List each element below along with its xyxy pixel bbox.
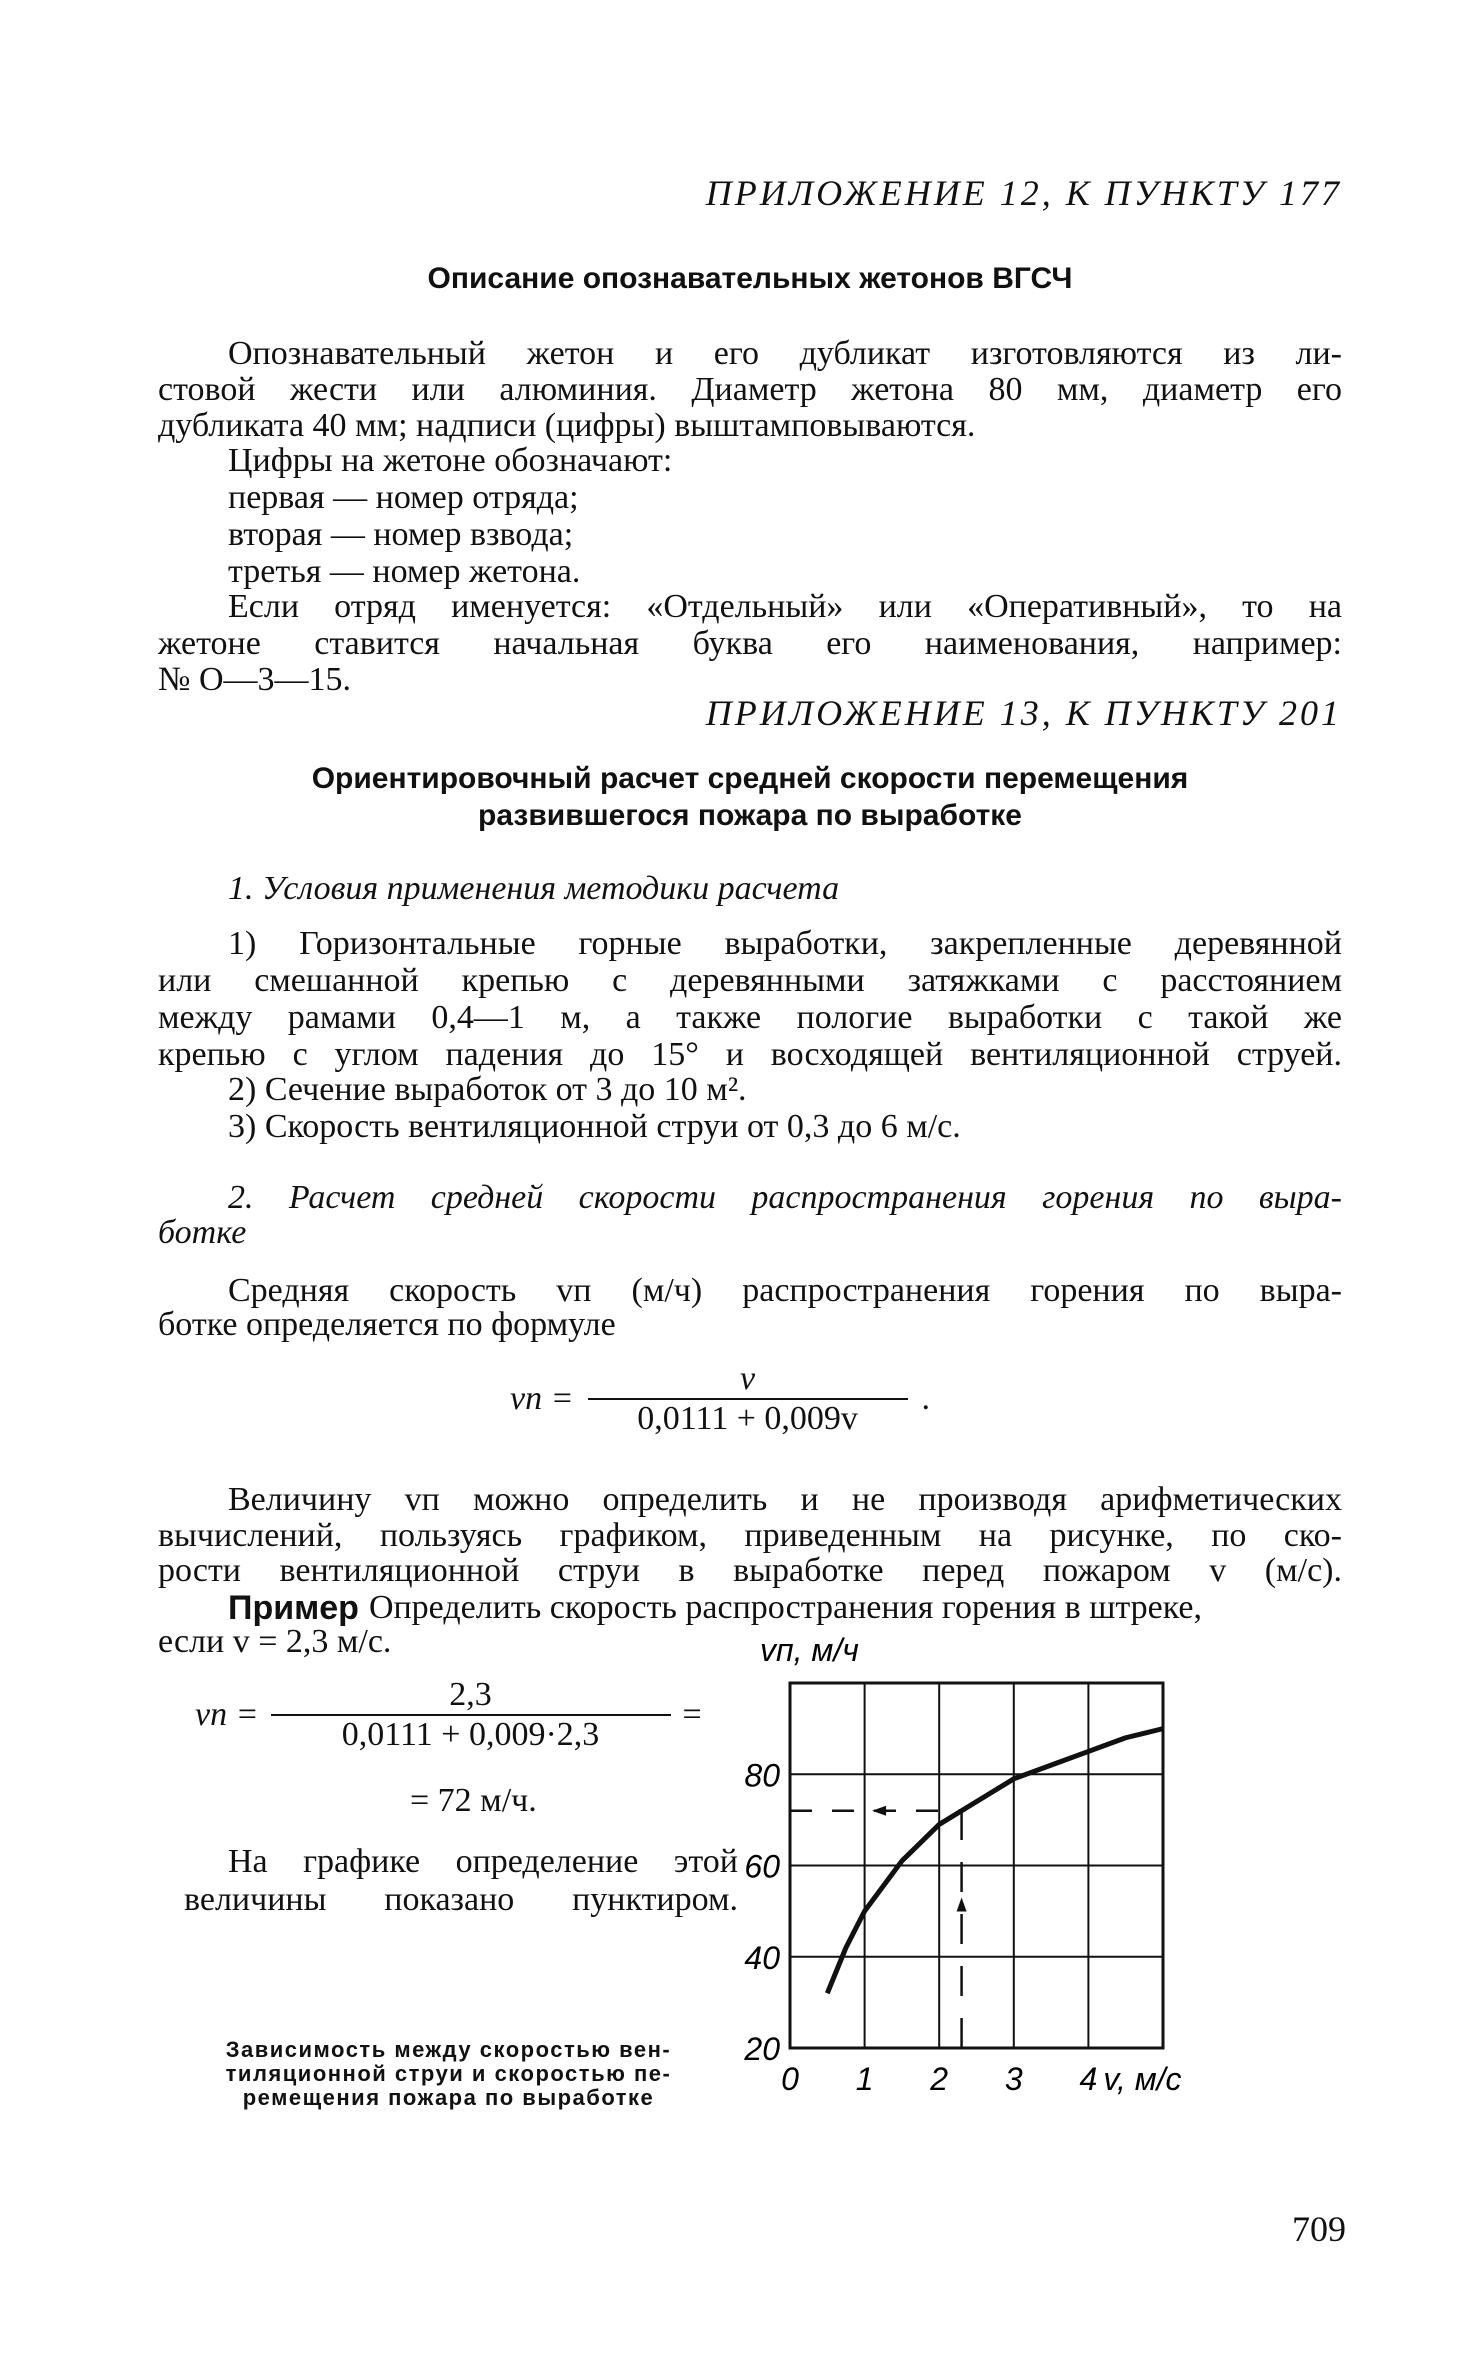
y-tick-label: 40 — [744, 1939, 780, 1976]
formula-numerator: v — [740, 1360, 756, 1397]
text-line: или смешанной крепью с деревянными затяжками с расстоянием — [158, 962, 1342, 999]
example-label: Пример — [228, 1589, 359, 1627]
appendix-12-header: ПРИЛОЖЕНИЕ 12, К ПУНКТУ 177 — [705, 173, 1342, 213]
appendix-13-title-line: Ориентировочный расчет средней скорости перемещения — [311, 762, 1189, 795]
calc-numerator: 2,3 — [449, 1676, 492, 1713]
text-line: 1) Горизонтальные горные выработки, закрепленные деревянной — [228, 925, 1342, 962]
arrow-left-icon — [872, 1806, 886, 1816]
appendix-13-title-line: развившегося пожара по выработке — [478, 799, 1022, 832]
calc-eq: = — [682, 1696, 702, 1733]
x-tick-label: 2 — [930, 2061, 949, 2097]
text-line: величины показано пунктиром. — [184, 1881, 738, 1918]
x-tick-label: 4 — [1079, 2061, 1098, 2097]
text-line: если v = 2,3 м/с. — [158, 1623, 392, 1660]
appendix-13-header: ПРИЛОЖЕНИЕ 13, К ПУНКТУ 201 — [705, 693, 1342, 733]
text-line: Средняя скорость vп (м/ч) распространения горения по выра- — [228, 1272, 1342, 1309]
calc-lhs: vп = — [195, 1696, 259, 1733]
text-line: 2) Сечение выработок от 3 до 10 м². — [228, 1071, 747, 1108]
text-line: Определить скорость распространения горения в штреке, — [368, 1589, 1203, 1626]
text-line: вторая — номер взвода; — [228, 516, 574, 553]
page-number: 709 — [1292, 2209, 1346, 2249]
text-line: вычислений, пользуясь графиком, приведенным на рисунке, по ско- — [158, 1517, 1342, 1554]
appendix-12-title: Описание опознавательных жетонов ВГСЧ — [427, 262, 1073, 295]
text-line: ботке определяется по формуле — [158, 1306, 616, 1343]
formula-end: . — [921, 1380, 931, 1417]
x-tick-label: 0 — [781, 2061, 799, 2097]
text-line: стовой жести или алюминия. Диаметр жетона 80 мм, диаметр его — [158, 371, 1342, 408]
caption-line: тиляционной струи и скоростью пе- — [225, 2061, 672, 2086]
text-line: дубликата 40 мм; надписи (цифры) выштамповываются. — [158, 407, 976, 444]
text-line: 3) Скорость вентиляционной струи от 0,3 до 6 м/с. — [228, 1108, 961, 1145]
caption-line: ремещения пожара по выработке — [242, 2085, 655, 2110]
calc-result: = 72 м/ч. — [410, 1782, 537, 1819]
text-line: На графике определение этой — [228, 1843, 738, 1880]
text-line: первая — номер отряда; — [228, 479, 579, 516]
text-line: № О—3—15. — [158, 661, 351, 698]
text-line: Опознавательный жетон и его дубликат изготовляются из ли- — [228, 335, 1342, 372]
formula-lhs: vп = — [510, 1380, 574, 1417]
text-line: жетоне ставится начальная буква его наименования, например: — [158, 625, 1342, 662]
text-line: рости вентиляционной струи в выработке перед пожаром v (м/с). — [158, 1552, 1342, 1589]
caption-line: Зависимость между скоростью вен- — [225, 2037, 672, 2062]
text-line: крепью с углом падения до 15° и восходящей вентиляционной струей. — [158, 1036, 1342, 1073]
y-tick-label: 20 — [744, 2031, 780, 2067]
text-line: Если отряд именуется: «Отдельный» или «Оперативный», то на — [228, 588, 1342, 625]
section-2-title: 2. Расчет средней скорости распространения горения по выра- — [228, 1179, 1342, 1216]
text-line: Цифры на жетоне обозначают: — [228, 442, 673, 479]
formula-denominator: 0,0111 + 0,009v — [637, 1400, 858, 1437]
y-tick-label: 80 — [744, 1757, 780, 1794]
arrow-up-icon — [957, 1897, 967, 1911]
text-line: между рамами 0,4—1 м, а также пологие выработки с такой же — [158, 999, 1342, 1036]
calc-denominator: 0,0111 + 0,009·2,3 — [341, 1716, 600, 1753]
x-tick-label: 3 — [1004, 2061, 1023, 2097]
text-line: Величину vп можно определить и не производя арифметических — [228, 1481, 1342, 1518]
section-2-title-cont: ботке — [158, 1214, 247, 1251]
y-axis-label: vп, м/ч — [760, 1632, 859, 1668]
text-line: третья — номер жетона. — [228, 553, 581, 590]
x-tick-label: 1 — [855, 2061, 874, 2097]
x-axis-label: v, м/с — [1103, 2061, 1182, 2097]
series-curve — [827, 1729, 1163, 1994]
y-tick-label: 60 — [744, 1848, 780, 1885]
section-1-title: 1. Условия применения методики расчета — [228, 870, 840, 907]
